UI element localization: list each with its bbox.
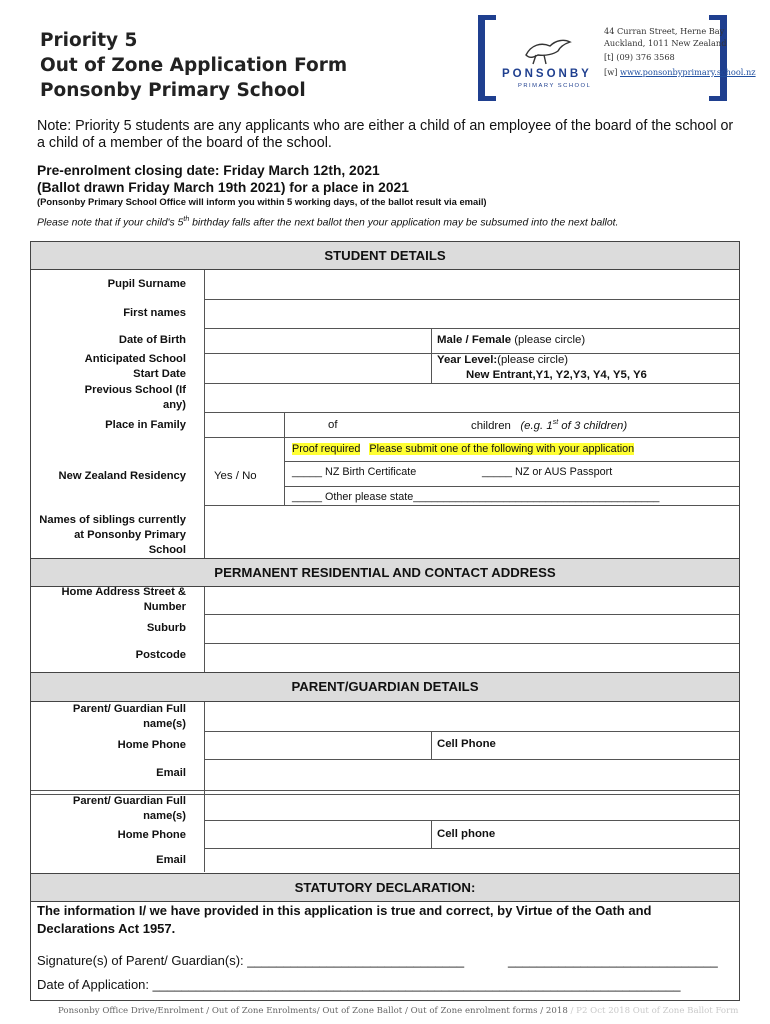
signature-line[interactable]: Signature(s) of Parent/ Guardian(s): ______________________________ (37, 953, 465, 968)
logo-name: PONSONBY (502, 68, 592, 80)
gender-select[interactable]: Male / Female (please circle) (437, 334, 586, 346)
g2-home-phone-field[interactable] (206, 821, 430, 847)
proof-instruction: Please submit one of the following with your application (369, 443, 635, 455)
logo-sub: PRIMARY SCHOOL (518, 83, 592, 89)
page-title (40, 28, 347, 103)
g2-cell-phone-label: Cell phone (437, 828, 496, 840)
g1-cell-phone-label: Cell Phone (437, 738, 496, 750)
postcode-field[interactable] (206, 644, 738, 671)
school-address (604, 26, 756, 78)
g2-cell-phone-field[interactable] (511, 821, 738, 847)
dob-label: Date of Birth (118, 334, 186, 346)
title-line-3: Ponsonby Primary School (40, 80, 306, 101)
residency-label: New Zealand Residency (58, 470, 186, 482)
priority-note: Note: Priority 5 students are any applicants who are either a child of an employee of the board of the school or a child of a member of the board of the school. (37, 118, 734, 151)
home-address-label: Home Address Street & Number (61, 586, 186, 613)
footer-tail: / P2 Oct 2018 Out of Zone Ballot Form (570, 1006, 739, 1016)
birthday-note: Please note that if your child's 5th birthday falls after the next ballot then your application may be subsumed into the next ballot. (37, 216, 619, 229)
title-line-1: Priority 5 (40, 30, 138, 51)
proof-required: Proof required Please submit one of the following with your application (292, 443, 635, 455)
suburb-field[interactable] (206, 615, 738, 642)
closing-line-1: Pre-enrolment closing date: Friday March 12th, 2021 (37, 163, 380, 178)
birth-cert-option[interactable]: _____ NZ Birth Certificate (292, 466, 417, 478)
closing-line-2: (Ballot drawn Friday March 19th 2021) for a place in 2021 (37, 180, 409, 195)
postcode-label: Postcode (135, 649, 186, 661)
year-level-options[interactable]: New Entrant,Y1, Y2,Y3, Y4, Y5, Y6 (466, 369, 647, 381)
previous-school-label: Previous School (If any) (84, 384, 186, 411)
siblings-field[interactable] (206, 506, 738, 557)
of-label: of (328, 419, 338, 431)
signature-line-2[interactable]: _____________________________ (508, 953, 718, 968)
declaration-statement: The information I/ we have provided in this application is true and correct, by Virtue of the Oath and Declarations Act 1957. (37, 903, 652, 936)
g2-name-label: Parent/ Guardian Full name(s) (72, 795, 186, 822)
g1-home-phone-label: Home Phone (117, 739, 186, 751)
home-address-field[interactable] (206, 587, 738, 613)
surname-label: Pupil Surname (107, 278, 186, 290)
g1-name-label: Parent/ Guardian Full name(s) (72, 703, 186, 730)
g2-home-phone-label: Home Phone (117, 829, 186, 841)
place-in-family-label: Place in Family (105, 419, 186, 431)
g1-name-field[interactable] (206, 702, 738, 730)
g2-name-field[interactable] (206, 795, 738, 819)
year-level-label: Year Level:(please circle) (437, 354, 569, 366)
g1-email-label: Email (156, 767, 186, 779)
student-details-heading: STUDENT DETAILS (31, 242, 739, 270)
g1-home-phone-field[interactable] (206, 732, 430, 758)
previous-school-field[interactable] (206, 384, 738, 411)
address-line-1: 44 Curran Street, Herne Bay (604, 26, 725, 36)
start-date-field[interactable] (206, 354, 430, 382)
application-form (30, 241, 740, 1001)
date-of-application[interactable]: Date of Application: _________________________________________________________________________ (37, 977, 681, 992)
residency-yes-no[interactable]: Yes / No (214, 470, 257, 482)
school-web: [w] www.ponsonbyprimary.school.nz (604, 66, 756, 77)
declaration-heading: STATUTORY DECLARATION: (31, 873, 739, 902)
suburb-label: Suburb (146, 622, 186, 634)
title-line-2: Out of Zone Application Form (40, 55, 348, 76)
first-names-field[interactable] (206, 300, 738, 327)
guardian-heading: PARENT/GUARDIAN DETAILS (31, 672, 739, 702)
g2-email-label: Email (156, 854, 186, 866)
first-names-label: First names (123, 307, 186, 319)
footer-path: Ponsonby Office Drive/Enrolment / Out of Zone Enrolments/ Out of Zone Ballot / Out of Zone enrolment forms / 2018 / P2 Oct 2018 Out of Zone Ballot Form (58, 1006, 739, 1016)
siblings-label: Names of siblings currently at Ponsonby Primary School (39, 514, 186, 556)
school-phone: [t] (09) 376 3568 (604, 52, 675, 62)
closing-date (37, 162, 409, 196)
dob-field[interactable] (206, 329, 430, 352)
children-label: children (e.g. 1st of 3 children) (471, 419, 628, 432)
start-date-label: Anticipated School Start Date (84, 353, 186, 380)
g1-email-field[interactable] (206, 760, 738, 789)
surname-field[interactable] (206, 271, 738, 298)
g2-email-field[interactable] (206, 849, 738, 872)
pegasus-icon (526, 40, 570, 64)
school-web-link[interactable]: www.ponsonbyprimary.school.nz (620, 66, 756, 77)
address-heading: PERMANENT RESIDENTIAL AND CONTACT ADDRESS (31, 558, 739, 587)
ballot-inform: (Ponsonby Primary School Office will inform you within 5 working days, of the ballot result via email) (37, 196, 487, 207)
other-option[interactable]: _____ Other please state_________________________________________ (292, 491, 660, 503)
passport-option[interactable]: _____ NZ or AUS Passport (482, 466, 613, 478)
g1-cell-phone-field[interactable] (511, 732, 738, 758)
address-line-2: Auckland, 1011 New Zealand (604, 37, 727, 48)
